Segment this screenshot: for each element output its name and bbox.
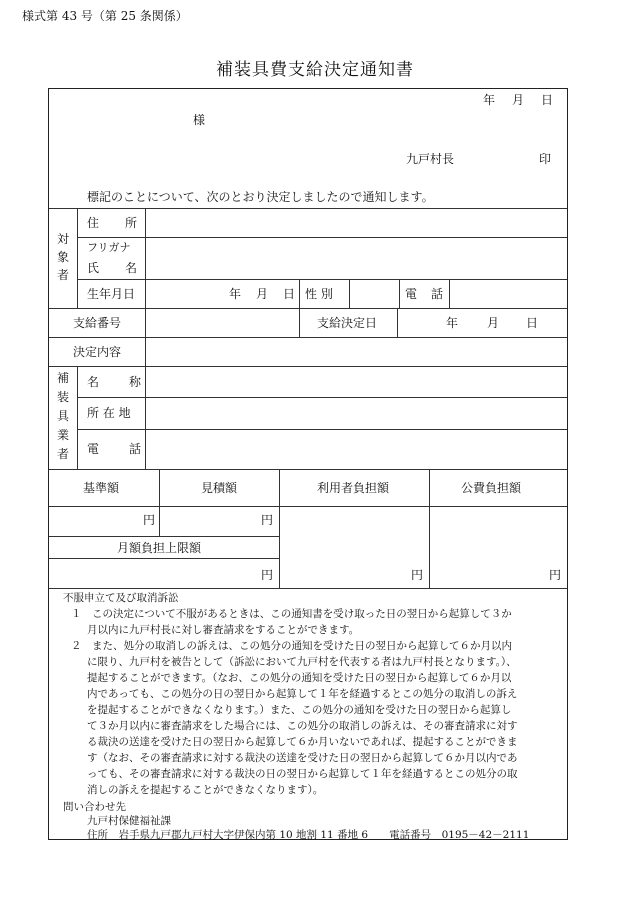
decision-month: 月 — [487, 316, 500, 330]
date-year: 年 — [483, 93, 496, 107]
vendor-label-4: 業 — [57, 428, 70, 442]
vendor-label-1: 補 — [57, 371, 70, 385]
form-frame — [48, 88, 568, 840]
birthdate-label: 生年月日 — [87, 287, 136, 301]
vendor-location-label: 所 在 地 — [87, 406, 131, 420]
subject-label-2: 象 — [57, 250, 70, 264]
estimate-label: 見積額 — [201, 481, 238, 495]
monthly-cap-label: 月額負担上限額 — [117, 541, 202, 555]
phone-label-a: 電 — [405, 287, 418, 301]
phone-label-b: 話 — [431, 287, 444, 301]
vendor-label-5: 者 — [57, 447, 70, 461]
recipient-suffix: 様 — [193, 113, 206, 127]
payment-number-label: 支給番号 — [73, 316, 122, 330]
decision-day: 日 — [526, 316, 539, 330]
date-day: 日 — [541, 93, 554, 107]
vendor-phone-label-b: 話 — [129, 442, 142, 456]
base-yen: 円 — [143, 513, 156, 527]
subject-label-1: 対 — [57, 232, 70, 246]
note-line: 消しの訴えを提起することができなくなります）。 — [87, 784, 324, 796]
issuer: 九戸村長 — [406, 152, 455, 166]
furigana-label: フリガナ — [87, 241, 131, 254]
notes-heading: 不服申立て及び取消訴訟 — [63, 592, 179, 604]
vendor-name-label-b: 称 — [129, 375, 142, 389]
birth-day: 日 — [283, 287, 296, 301]
form-number: 様式第 43 号（第 25 条関係） — [22, 9, 188, 23]
date-month: 月 — [512, 93, 525, 107]
name-label-a: 氏 — [87, 261, 100, 275]
note-line: て３か月以内に審査請求をした場合には、この処分の取消しの訴えは、その審査請求に対す — [87, 720, 518, 732]
address-label-a: 住 — [87, 216, 100, 230]
user-burden-yen: 円 — [411, 568, 424, 582]
seal-mark: 印 — [539, 152, 552, 166]
note-line: を提起することができなくなります。）また、この処分の通知を受けた日の翌日から起算し — [87, 704, 512, 716]
public-burden-label: 公費負担額 — [461, 481, 522, 495]
vendor-label-3: 具 — [57, 409, 70, 423]
note-line: る裁決の送達を受けた日の翌日から起算して６か月いないであれば、提起することができま — [87, 736, 518, 748]
note-line: 月以内に九戸村長に対し審査請求をすることができます。 — [87, 624, 360, 636]
decision-year: 年 — [446, 316, 459, 330]
note-line: 内であっても、この処分の日の翌日から起算して１年を経過するとこの処分の取消しの訴え — [87, 688, 518, 700]
contact-department: 九戸村保健福祉課 — [87, 815, 171, 827]
subject-label-3: 者 — [57, 268, 70, 282]
decision-date-label: 支給決定日 — [317, 316, 378, 330]
document-title: 補装具費支給決定通知書 — [216, 60, 414, 80]
base-amount-label: 基準額 — [83, 481, 120, 495]
decision-content-label: 決定内容 — [73, 345, 122, 359]
user-burden-label: 利用者負担額 — [317, 481, 390, 495]
vendor-phone-label-a: 電 — [87, 442, 100, 456]
vendor-name-label-a: 名 — [87, 375, 100, 389]
note-line: ２ また、処分の取消しの訴えは、この処分の通知を受けた日の翌日から起算して６か月以内 — [71, 640, 512, 652]
note-line: に限り、九戸村を被告として（訴訟において九戸村を代表する者は九戸村長となります。）、 — [87, 656, 517, 668]
note-line: 提起することができます。（なお、この処分の通知を受けた日の翌日から起算して６か月以 — [87, 672, 512, 684]
monthly-cap-yen: 円 — [261, 568, 274, 582]
estimate-yen: 円 — [261, 513, 274, 527]
public-burden-yen: 円 — [549, 568, 562, 582]
contact-address: 住所 岩手県九戸郡九戸村大字伊保内第 10 地割 11 番地 6 電話番号 0195－42－2111 — [87, 829, 530, 841]
note-line: １ この決定について不服があるときは、この通知書を受け取った日の翌日から起算して３か — [71, 608, 512, 620]
intro-text: 標記のことについて、次のとおり決定しましたので通知します。 — [87, 190, 434, 204]
birth-year: 年 — [229, 287, 242, 301]
contact-heading: 問い合わせ先 — [63, 801, 126, 813]
vendor-label-2: 装 — [57, 390, 70, 404]
name-label-b: 名 — [125, 261, 138, 275]
gender-label: 性 別 — [305, 287, 333, 301]
note-line: す（なお、その審査請求に対する裁決の送達を受けた日の翌日から起算して６か月以内であ — [87, 752, 518, 764]
birth-month: 月 — [256, 287, 269, 301]
address-label-b: 所 — [125, 216, 138, 230]
note-line: っても、その審査請求に対する裁決の日の翌日から起算して１年を経過するとこの処分の取 — [87, 768, 518, 780]
